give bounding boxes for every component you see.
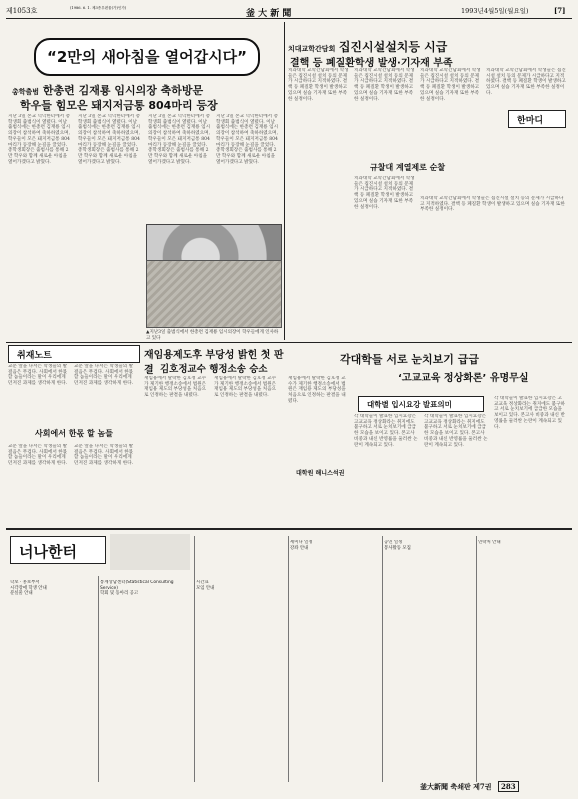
top-right-headline (288, 38, 568, 55)
classified-item: 분실물 안내 (10, 591, 33, 596)
column-text: 교문 앞을 나서는 학생들의 발걸음은 무겁다. 사회에서 한몫 할 놈들이라는 말이 우리에게 던져진 과제를 생각하게 한다. (74, 444, 134, 467)
article-column: 각 대학들이 발표한 입시요강은 고교교육 정상화라는 취지에도 불구하고 서로 눈치보기에 급급한 모습을 보이고 있다. 본고사 비중과 내신 반영률을 둘러싼 논란이 계속되고 있다. (354, 414, 418, 448)
article-column: 치과대학 교학간담회에서 학생들은 집진시설 설치 등의 문제가 시급하다고 지적하였다. 결핵 등 폐질환 학생이 발생하고 있으며 실습 기자재 또한 부족한 실정이다. (354, 68, 415, 102)
article-column: 각 대학들이 발표한 입시요강은 고교교육 정상화라는 취지에도 불구하고 서로 눈치보기에 급급한 모습을 보이고 있다. 본고사 비중과 내신 반영률을 둘러싼 논란이 계속되고 있다. (424, 414, 488, 448)
divider (288, 536, 289, 782)
page-footer (420, 782, 570, 792)
page-header (6, 4, 572, 19)
classified-logo: 너나한터 (19, 543, 77, 561)
article-column: 치과대학 교학간담회에서 학생들은 집진시설 설치 등의 문제가 시급하다고 지적하였다. 결핵 등 폐질환 학생이 발생하고 있으며 실습 기자재 또한 부족한 실정이다. (354, 176, 415, 210)
headline-banner: “2만의 새아침을 열어갑시다” (34, 38, 260, 76)
right-article-headline: 각대학들 서로 눈치보기 급급 (340, 353, 479, 366)
hanmadi-label: 한마디 (517, 116, 544, 126)
rally-photo (146, 260, 282, 328)
article-column: 각 대학들이 발표한 입시요강은 고교교육 정상화라는 취지에도 불구하고 서로 눈치보기에 급급한 모습을 보이고 있다. 본고사 비중과 내신 반영률을 둘러싼 논란이 계속되고 있다. (494, 396, 565, 430)
page-number: [7] (554, 6, 566, 15)
subheadline-1 (12, 82, 286, 98)
article-column: 치과대학 교학간담회에서 학생들은 집진시설 설치 등의 문제가 시급하다고 지적하였다. 결핵 등 폐질환 학생이 발생하고 있으며 실습 기자재 또한 부족한 실정이다. (420, 196, 565, 213)
classified-item: 모임 안내 (196, 585, 215, 591)
classified-column (100, 580, 192, 780)
footer-paper-name: 釜大新聞 축쇄판 제7권 (420, 782, 492, 791)
postal-print: (1986. 6. 1. 제3종우편물(가)인가) (70, 6, 127, 10)
divider (6, 528, 572, 530)
article-column: 재임용에서 탈락한 김호정 교수가 제기한 행정소송에서 법원은 재임용 제도의 부당성을 처음으로 인정하는 판결을 내렸다. (288, 376, 346, 404)
section-label: 규찰대 계열제로 순찰 (370, 163, 446, 172)
boxed-label-text: 대학별 입시요강 발표의미 (367, 400, 452, 409)
column-text: 교문 앞을 나서는 학생들의 발걸음은 무겁다. 사회에서 한몫 할 놈들이라는 말이 우리에게 던져진 과제를 생각하게 한다. (8, 444, 68, 467)
article-column: 지난 3일 본교 넉넉한터에서 총학생회 출범식이 열렸다. 이날 출범식에는 한총련 김재룡 임시의장이 참석하여 축하하였으며, 학우들이 모은 돼지저금통 804마리가 등장해 눈길을 끌었다. 총학생회장은 출범사를 통해 2만 학우와 함께 새로운 아침을 열어가겠다고 밝혔다. (148, 114, 211, 165)
classified-logo-box (10, 536, 106, 564)
classified-item: 연락처 안내 (478, 540, 501, 545)
classified-item: 시각장애 학생 안내 (10, 585, 47, 591)
column-label: 취재노트 (17, 351, 52, 361)
column-text: 교문 앞을 나서는 학생들의 발걸음은 무겁다. 사회에서 한몫 할 놈들이라는 말이 우리에게 던져진 과제를 생각하게 한다. (74, 364, 134, 387)
divider (382, 536, 383, 782)
article-column: 치과대학 교학간담회에서 학생들은 집진시설 설치 등의 문제가 시급하다고 지적하였다. 결핵 등 폐질환 학생이 발생하고 있으며 실습 기자재 또한 부족한 실정이다. (420, 68, 481, 102)
hanmadi-box (508, 110, 566, 128)
article-column: 지난 3일 본교 넉넉한터에서 총학생회 출범식이 열렸다. 이날 출범식에는 한총련 김재룡 임시의장이 참석하여 축하하였으며, 학우들이 모은 돼지저금통 804마리가 등장해 눈길을 끌었다. 총학생회장은 출범사를 통해 2만 학우와 함께 새로운 아침을 열어가겠다고 밝혔다. (8, 114, 71, 165)
classified-column (290, 540, 380, 780)
right-article-subheadline: ‘고교교육 정상화론’ 유명무실 (398, 373, 529, 384)
divider (6, 342, 572, 343)
article-headline: 재임용제도후 부당성 밝힌 첫 판결 (144, 350, 284, 376)
ad-box (110, 534, 190, 570)
photo-caption: ▲지난3일 출범식에서 한총련 김재룡 임시의장이 학우들에게 인사하고 있다 (146, 330, 279, 341)
article-column: 지난 3일 본교 넉넉한터에서 총학생회 출범식이 열렸다. 이날 출범식에는 한총련 김재룡 임시의장이 참석하여 축하하였으며, 학우들이 모은 돼지저금통 804마리가 등장해 눈길을 끌었다. 총학생회장은 출범사를 통해 2만 학우와 함께 새로운 아침을 열어가겠다고 밝혔다. (216, 114, 279, 165)
article-column: 치과대학 교학간담회에서 학생들은 집진시설 설치 등의 문제가 시급하다고 지적하였다. 결핵 등 폐질환 학생이 발생하고 있으며 실습 기자재 또한 부족한 실정이다. (486, 68, 566, 96)
classified-item: 학보 · 홍보부서 (10, 580, 40, 585)
subsection-label: 대학원 해니스석권 (296, 470, 345, 477)
subheadline-text: 한총련 김재룡 임시의장 축하방문 (42, 84, 204, 97)
issue-number: 제1053호 (6, 7, 38, 15)
classified-item: 봉사활동 모집 (384, 545, 411, 551)
classified-item: 통계상담센터(Statistical Consulting Service) (100, 580, 174, 591)
column-text: 교문 앞을 나서는 학생들의 발걸음은 무겁다. 사회에서 한몫 할 놈들이라는 말이 우리에게 던져진 과제를 생각하게 한다. (8, 364, 68, 387)
footer-page-number: 283 (498, 781, 519, 792)
headline-text: 집진시설설치등 시급 (338, 40, 448, 54)
divider (284, 22, 285, 340)
article-column: 재임용에서 탈락한 김호정 교수가 제기한 행정소송에서 법원은 재임용 제도의 부당성을 처음으로 인정하는 판결을 내렸다. (144, 376, 207, 399)
classified-item: 세미나 일정 (290, 540, 313, 545)
classified-item: 시간표 (196, 580, 209, 585)
masthead: 釜 大 新 聞 (246, 9, 292, 19)
divider (98, 576, 99, 782)
classified-column (196, 580, 286, 780)
divider (194, 536, 195, 782)
article-column: 치과대학 교학간담회에서 학생들은 집진시설 설치 등의 문제가 시급하다고 지적하였다. 결핵 등 폐질환 학생이 발생하고 있으며 실습 기자재 또한 부족한 실정이다. (288, 68, 349, 102)
article-column: 재임용에서 탈락한 김호정 교수가 제기한 행정소송에서 법원은 재임용 제도의 부당성을 처음으로 인정하는 판결을 내렸다. (214, 376, 277, 399)
column-title: 사회에서 한몫 할 놈들 (35, 429, 113, 438)
divider (476, 536, 477, 782)
article-column: 지난 3일 본교 넉넉한터에서 총학생회 출범식이 열렸다. 이날 출범식에는 한총련 김재룡 임시의장이 참석하여 축하하였으며, 학우들이 모은 돼지저금통 804마리가 등장해 눈길을 끌었다. 총학생회장은 출범사를 통해 2만 학우와 함께 새로운 아침을 열어가겠다고 밝혔다. (78, 114, 141, 165)
issue-date: 1993년4월5일(월요일) (461, 7, 529, 15)
boxed-label (358, 396, 484, 412)
kicker: 총학출범 (12, 88, 40, 96)
kicker: 치대교학간담회 (288, 45, 336, 53)
column-label-box (8, 345, 140, 363)
classified-item: 학회 및 동아리 공고 (100, 591, 139, 596)
classified-column (10, 580, 96, 780)
classified-item: 공연 일정 (384, 540, 403, 545)
classified-column (478, 540, 568, 780)
top-right-subheadline: 결핵 등 폐질환학생 발생·기자재 부족 (290, 58, 453, 69)
subheadline-2: 학우들 힘모은 돼지저금통 804마리 등장 (20, 99, 218, 112)
classified-item: 강좌 안내 (290, 545, 309, 551)
article-subheadline: 김호정교수 행정소송 승소 (160, 364, 268, 375)
classified-column (384, 540, 474, 780)
